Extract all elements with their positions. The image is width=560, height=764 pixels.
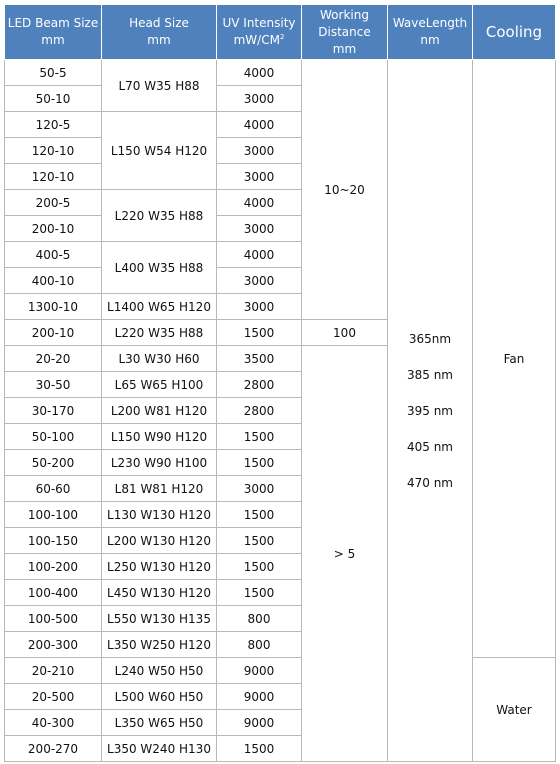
uv-intensity-cell: 3000 bbox=[217, 138, 302, 164]
beam-size-cell: 100-100 bbox=[5, 502, 102, 528]
uv-intensity-cell: 3000 bbox=[217, 164, 302, 190]
beam-size-cell: 120-10 bbox=[5, 138, 102, 164]
head-size-cell: L130 W130 H120 bbox=[102, 502, 217, 528]
uv-intensity-cell: 3000 bbox=[217, 86, 302, 112]
uv-intensity-cell: 3000 bbox=[217, 294, 302, 320]
wavelength-item: 405 nm bbox=[406, 439, 453, 454]
head-size-cell: L350 W65 H50 bbox=[102, 710, 217, 736]
head-size-cell: L81 W81 H120 bbox=[102, 476, 217, 502]
table-row bbox=[5, 658, 556, 684]
working-distance-cell: > 5 bbox=[302, 346, 388, 762]
header-uv-intensity: UV Intensity $mW/CM^2$ bbox=[217, 5, 302, 60]
wavelength-item: 470 nm bbox=[406, 475, 453, 490]
uv-intensity-cell: 800 bbox=[217, 632, 302, 658]
head-size-cell: L220 W35 H88 bbox=[102, 320, 217, 346]
beam-size-cell: 200-5 bbox=[5, 190, 102, 216]
beam-size-cell: 30-170 bbox=[5, 398, 102, 424]
beam-size-cell: 200-10 bbox=[5, 216, 102, 242]
beam-size-cell: 50-5 bbox=[5, 60, 102, 86]
uv-intensity-cell: 1500 bbox=[217, 320, 302, 346]
head-size-cell: L200 W130 H120 bbox=[102, 528, 217, 554]
beam-size-cell: 100-150 bbox=[5, 528, 102, 554]
working-distance-cell: 100 bbox=[302, 320, 388, 346]
head-size-cell: L220 W35 H88 bbox=[102, 190, 217, 242]
beam-size-cell: 100-200 bbox=[5, 554, 102, 580]
beam-size-cell: 50-100 bbox=[5, 424, 102, 450]
head-size-cell: L70 W35 H88 bbox=[102, 60, 217, 112]
head-size-cell: L250 W130 H120 bbox=[102, 554, 217, 580]
uv-intensity-cell: 1500 bbox=[217, 580, 302, 606]
head-size-cell: L450 W130 H120 bbox=[102, 580, 217, 606]
beam-size-cell: 20-500 bbox=[5, 684, 102, 710]
beam-size-cell: 40-300 bbox=[5, 710, 102, 736]
head-size-cell: L1400 W65 H120 bbox=[102, 294, 217, 320]
beam-size-cell: 120-10 bbox=[5, 164, 102, 190]
uv-intensity-cell: 9000 bbox=[217, 658, 302, 684]
header-head-size: Head Size mm bbox=[102, 5, 217, 60]
beam-size-cell: 30-50 bbox=[5, 372, 102, 398]
uv-intensity-cell: 1500 bbox=[217, 424, 302, 450]
uv-intensity-cell: 1500 bbox=[217, 502, 302, 528]
wavelength-item: 385 nm bbox=[406, 367, 453, 382]
uv-intensity-cell: 3000 bbox=[217, 476, 302, 502]
uv-intensity-cell: 1500 bbox=[217, 450, 302, 476]
head-size-cell: L240 W50 H50 bbox=[102, 658, 217, 684]
uv-intensity-cell: 3500 bbox=[217, 346, 302, 372]
uv-intensity-cell: 2800 bbox=[217, 398, 302, 424]
working-distance-cell: 10~20 bbox=[302, 60, 388, 320]
head-size-cell: L200 W81 H120 bbox=[102, 398, 217, 424]
head-size-cell: L150 W90 H120 bbox=[102, 424, 217, 450]
uv-intensity-cell: 3000 bbox=[217, 216, 302, 242]
head-size-cell: L30 W30 H60 bbox=[102, 346, 217, 372]
uv-intensity-cell: 4000 bbox=[217, 60, 302, 86]
spec-table-container bbox=[4, 4, 556, 762]
uv-intensity-cell: 9000 bbox=[217, 710, 302, 736]
beam-size-cell: 200-10 bbox=[5, 320, 102, 346]
uv-intensity-cell: 9000 bbox=[217, 684, 302, 710]
uv-intensity-cell: 1500 bbox=[217, 528, 302, 554]
cooling-cell: Fan bbox=[473, 60, 556, 658]
uv-intensity-cell: 1500 bbox=[217, 736, 302, 762]
beam-size-cell: 200-300 bbox=[5, 632, 102, 658]
head-size-cell: L350 W240 H130 bbox=[102, 736, 217, 762]
beam-size-cell: 50-10 bbox=[5, 86, 102, 112]
wavelength-cell bbox=[388, 60, 473, 762]
table-row bbox=[5, 60, 556, 86]
uv-intensity-cell: 4000 bbox=[217, 112, 302, 138]
header-working-distance: Working Distance mm bbox=[302, 5, 388, 60]
wavelength-item: 395 nm bbox=[406, 403, 453, 418]
beam-size-cell: 50-200 bbox=[5, 450, 102, 476]
head-size-cell: L550 W130 H135 bbox=[102, 606, 217, 632]
uv-intensity-cell: 3000 bbox=[217, 268, 302, 294]
wavelength-item: 365nm bbox=[408, 331, 452, 346]
uv-led-spec-table bbox=[4, 4, 556, 762]
beam-size-cell: 400-5 bbox=[5, 242, 102, 268]
uv-intensity-cell: 1500 bbox=[217, 554, 302, 580]
header-row bbox=[5, 5, 556, 60]
head-size-cell: L230 W90 H100 bbox=[102, 450, 217, 476]
beam-size-cell: 400-10 bbox=[5, 268, 102, 294]
header-cooling: Cooling bbox=[473, 5, 556, 60]
beam-size-cell: 20-20 bbox=[5, 346, 102, 372]
head-size-cell: L350 W250 H120 bbox=[102, 632, 217, 658]
head-size-cell: L500 W60 H50 bbox=[102, 684, 217, 710]
beam-size-cell: 100-400 bbox=[5, 580, 102, 606]
uv-intensity-cell: 2800 bbox=[217, 372, 302, 398]
uv-intensity-cell: 4000 bbox=[217, 242, 302, 268]
uv-intensity-cell: 800 bbox=[217, 606, 302, 632]
beam-size-cell: 20-210 bbox=[5, 658, 102, 684]
head-size-cell: L65 W65 H100 bbox=[102, 372, 217, 398]
head-size-cell: L150 W54 H120 bbox=[102, 112, 217, 190]
beam-size-cell: 100-500 bbox=[5, 606, 102, 632]
cooling-cell: Water bbox=[473, 658, 556, 762]
beam-size-cell: 120-5 bbox=[5, 112, 102, 138]
beam-size-cell: 60-60 bbox=[5, 476, 102, 502]
uv-intensity-cell: 4000 bbox=[217, 190, 302, 216]
header-led-beam-size: LED Beam Size mm bbox=[5, 5, 102, 60]
head-size-cell: L400 W35 H88 bbox=[102, 242, 217, 294]
header-wavelength: WaveLength nm bbox=[388, 5, 473, 60]
beam-size-cell: 200-270 bbox=[5, 736, 102, 762]
beam-size-cell: 1300-10 bbox=[5, 294, 102, 320]
